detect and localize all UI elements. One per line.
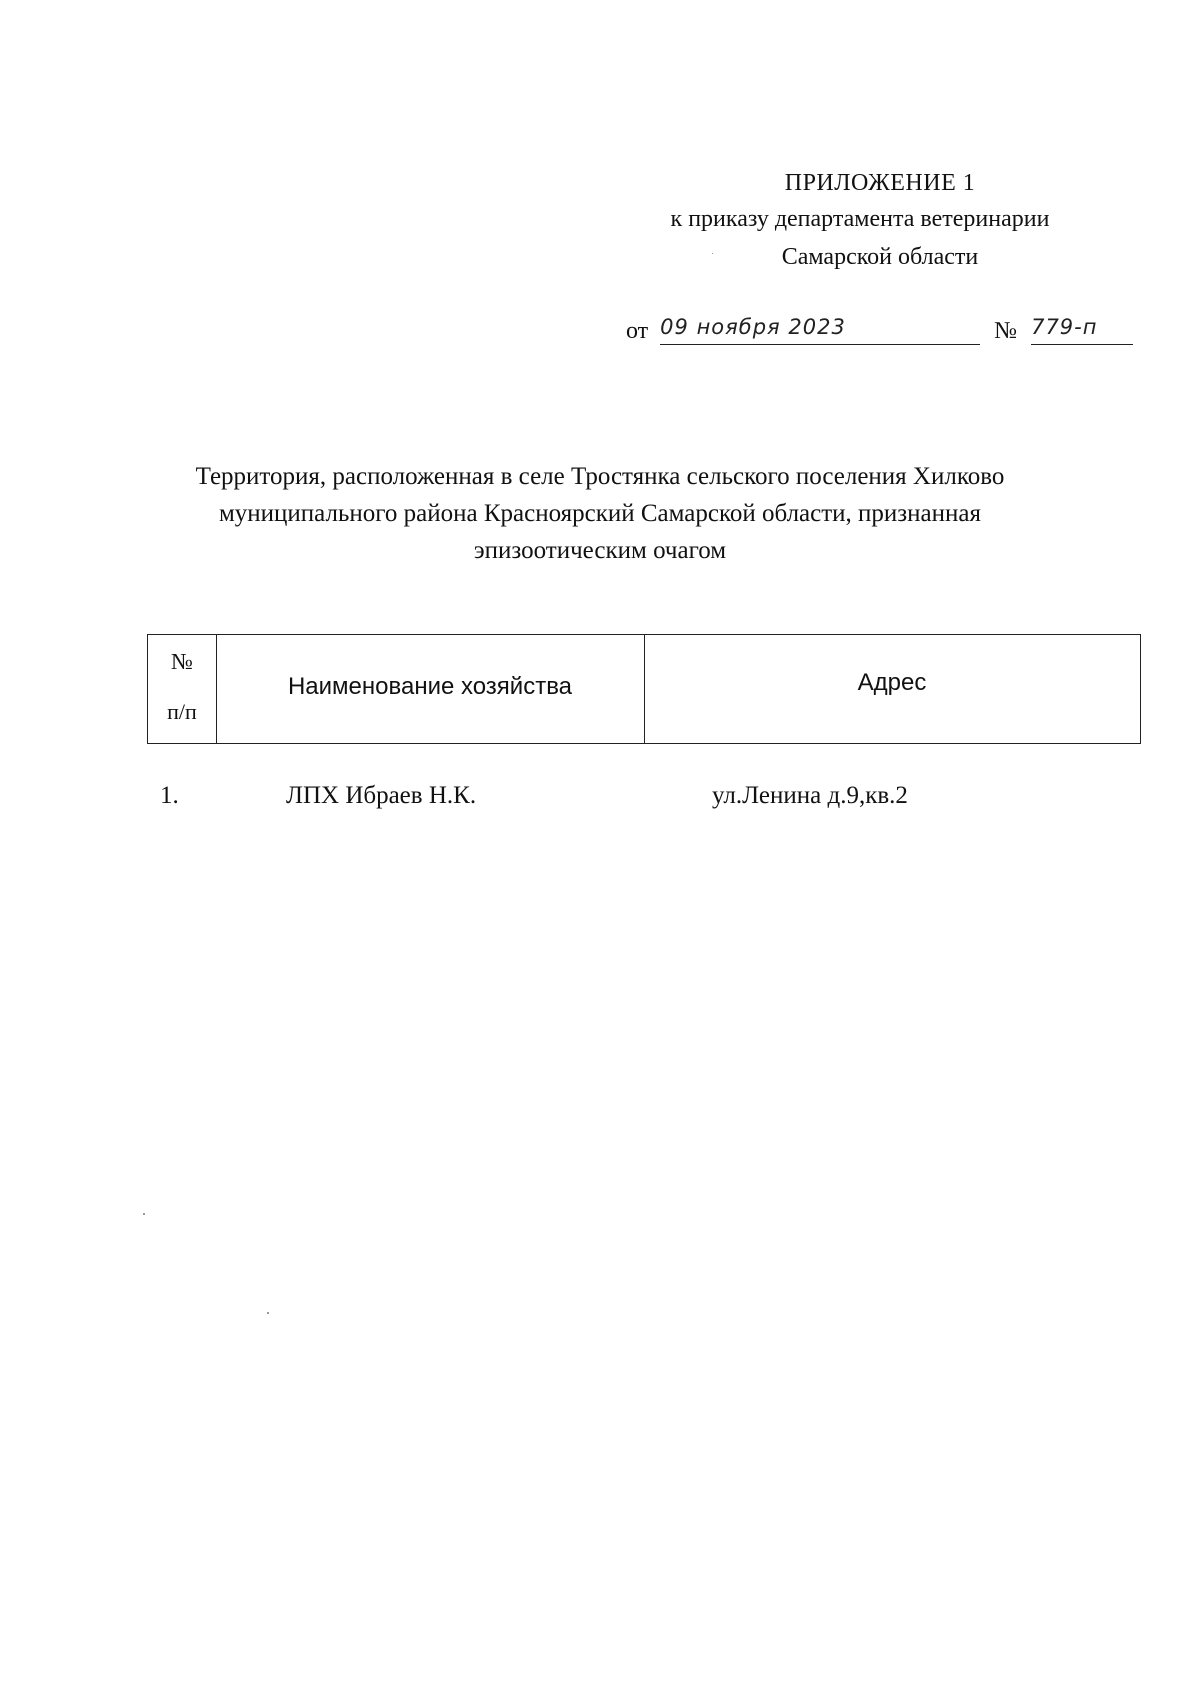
scan-speck [143,1213,145,1215]
header-number-cell [148,635,217,743]
row-address: ул.Ленина д.9,кв.2 [712,782,908,809]
row-number: 1. [160,782,179,809]
farms-table-header [147,634,1141,744]
header-number-sign: № [171,649,193,674]
scan-speck [712,253,713,254]
header-name-cell [216,635,645,743]
document-heading [150,458,1050,569]
order-number-handwritten: 779-п [1031,315,1098,339]
header-address-cell [644,635,1140,743]
scan-speck [267,1312,269,1314]
order-number-underline [1031,315,1133,345]
header-name: Наименование хозяйства [287,673,573,700]
appendix-title: ПРИЛОЖЕНИЕ 1 [784,170,976,196]
row-farm-name: ЛПХ Ибраев Н.К. [286,782,477,809]
order-number-label: № [994,318,1018,344]
header-address: Адрес [857,669,927,696]
header-number-pp: п/п [167,699,197,724]
order-line [626,315,1133,345]
appendix-reference: к приказу департамента ветеринарии [670,206,1050,232]
appendix-region: Самарской области [781,244,979,270]
order-date-underline [660,315,980,345]
heading-line-1: Территория, расположенная в селе Тростянка сельского поселения Хилково [195,463,1005,490]
heading-line-3: эпизоотическим очагом [473,537,727,564]
order-date-handwritten: 09 ноября 2023 [660,315,846,339]
order-from-label: от [626,318,649,344]
heading-line-2: муниципального района Красноярский Самарской области, признанная [218,500,982,527]
